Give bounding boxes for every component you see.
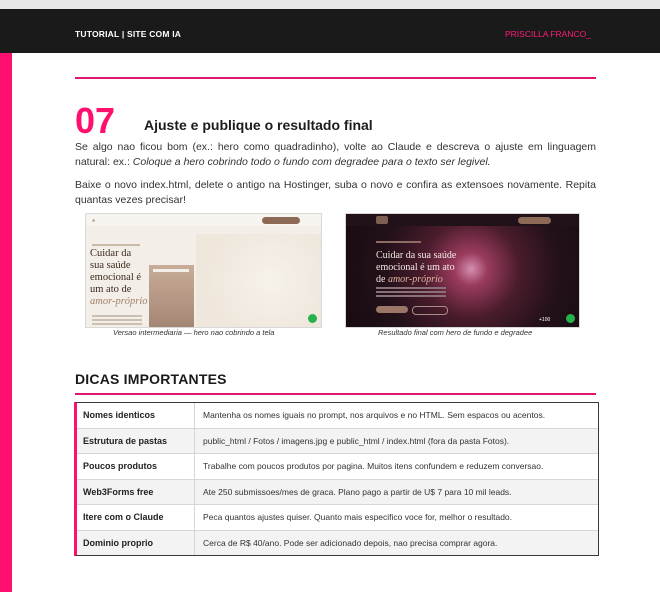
- hero-primary-button: [376, 306, 408, 313]
- hero-line-part: de: [376, 274, 386, 285]
- tip-key: Web3Forms free: [77, 480, 195, 505]
- top-strip: [0, 0, 660, 9]
- hero-body-text: [92, 315, 142, 317]
- hero-line: emocional é: [90, 272, 142, 283]
- whatsapp-icon: [308, 314, 317, 323]
- hero-secondary-button: [412, 306, 448, 315]
- hero-heading: [376, 250, 456, 286]
- tip-key: Dominio proprio: [77, 531, 195, 556]
- hero-accent: amor-próprio: [90, 296, 148, 307]
- step-title: Ajuste e publique o resultado final: [144, 117, 373, 133]
- divider: [75, 393, 596, 395]
- nav-cta-button: [262, 217, 300, 224]
- table-row: [77, 480, 598, 506]
- paragraph-example: Coloque a hero cobrindo todo o fundo com degradee para o texto ser legivel.: [132, 156, 491, 168]
- hero-heading: [90, 248, 148, 308]
- tip-key: Poucos produtos: [77, 454, 195, 479]
- step-number: 07: [75, 100, 116, 141]
- header-author: PRISCILLA FRANCO_: [505, 29, 591, 39]
- site-logo: ✻: [92, 218, 96, 223]
- whatsapp-icon: [566, 314, 575, 323]
- tip-value: Peca quantos ajustes quiser. Quanto mais especifico voce for, melhor o resultado.: [203, 512, 513, 522]
- tip-value: public_html / Fotos / imagens.jpg e public_html / index.html (fora da pasta Fotos).: [203, 435, 510, 446]
- step-paragraph-1: [75, 140, 596, 170]
- nav-cta-button: [518, 217, 551, 224]
- hero-photo: [149, 265, 194, 327]
- site-nav: [346, 214, 579, 226]
- hero-background: [196, 234, 321, 327]
- hero-line: sua saúde: [90, 260, 131, 271]
- table-row: [77, 403, 598, 429]
- table-row: [77, 531, 598, 556]
- section-title: DICAS IMPORTANTES: [75, 371, 227, 387]
- paragraph-lead: Se algo nao ficou bom (ex.: hero como quadradinho), volte ao Claude e descreva o ajuste em linguagem natural: ex.:: [75, 141, 596, 168]
- tips-table: [74, 402, 599, 556]
- table-row: [77, 505, 598, 531]
- site-nav: [86, 214, 321, 226]
- caption-intermediate: Versao intermediaria — hero nao cobrindo a tela: [113, 328, 275, 337]
- hero-body-text: [376, 287, 446, 289]
- hero-line: Cuidar da sua saúde: [376, 250, 457, 261]
- hero-accent: amor-próprio: [387, 274, 443, 285]
- hero-line: Cuidar da: [90, 248, 132, 259]
- tip-value: Ate 250 submissoes/mes de graca. Plano pago a partir de U$ 7 para 10 mil leads.: [203, 486, 512, 497]
- divider: [75, 77, 596, 79]
- accent-sidebar: [0, 53, 12, 592]
- caption-final: Resultado final com hero de fundo e degradee: [378, 328, 533, 337]
- hero-line: um ato de: [90, 284, 132, 295]
- page-header: [0, 9, 660, 53]
- hero-eyebrow: [376, 241, 421, 243]
- hero-eyebrow: [92, 244, 140, 246]
- screenshot-final: [345, 213, 580, 328]
- table-row: [77, 429, 598, 455]
- tip-key: Estrutura de pastas: [77, 429, 195, 454]
- tip-value: Trabalhe com poucos produtos por pagina. Muitos itens confundem e reduzem conversao.: [203, 461, 544, 471]
- table-row: [77, 454, 598, 480]
- tip-key: Nomes identicos: [77, 403, 195, 428]
- header-title: TUTORIAL | SITE COM IA: [75, 29, 182, 39]
- hero-stat: +100: [539, 317, 551, 323]
- hero-line: [376, 274, 456, 286]
- site-logo: [376, 216, 388, 224]
- hero-line: emocional é um ato: [376, 262, 455, 273]
- step-paragraph-2: Baixe o novo index.html, delete o antigo na Hostinger, suba o novo e confira as extensoes novamente. Repita quantas vezes precisar!: [75, 179, 596, 206]
- tip-value: Cerca de R$ 40/ano. Pode ser adicionado depois, nao precisa comprar agora.: [203, 537, 498, 548]
- tip-value: Mantenha os nomes iguais no prompt, nos arquivos e no HTML. Sem espacos ou acentos.: [203, 410, 546, 420]
- tip-key: Itere com o Claude: [77, 505, 195, 530]
- screenshot-intermediate: [85, 213, 322, 328]
